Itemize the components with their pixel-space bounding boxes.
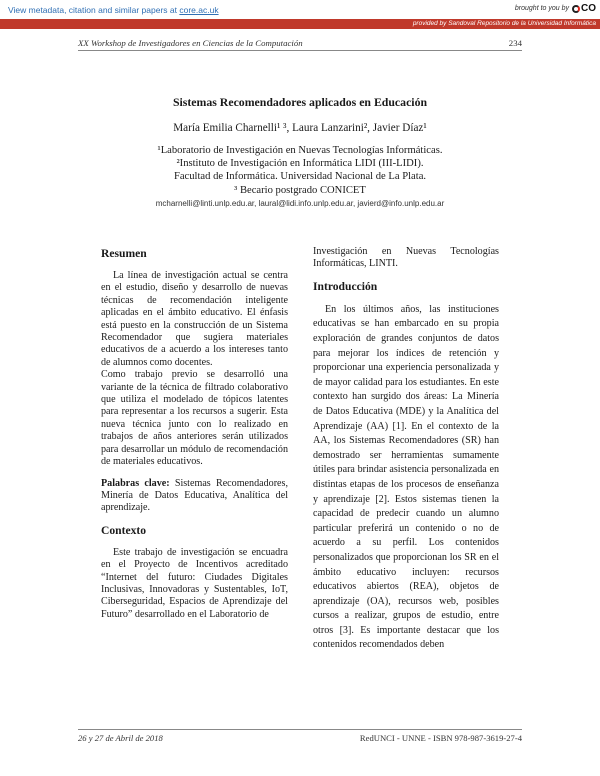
contexto-heading: Contexto [101,523,147,537]
isbn-text: RedUNCI - UNNE - ISBN 978-987-3619-27-4 [359,733,522,743]
core-logo[interactable] [572,3,596,14]
core-link-site[interactable]: core.ac.uk [179,5,219,15]
venue-title: XX Workshop de Investigadores en Ciencias de la Computación [78,38,303,48]
author-emails: mcharnelli@linti.unlp.edu.ar, laural@lidi.info.unlp.edu.ar, javierd@info.unlp.edu.ar [155,198,445,208]
resumen-paragraph: La línea de investigación actual se centra en el estudio, diseño y desarrollo de nuevas técnicas de recomendación inteligente aplicadas en el ámbito educativo. El énfasis está puesto en la construcción de un Sistema Recomendador que sugiera materiales educativos de a acuerdo a los intereses tanto de alumnos como docentes. [101,270,288,368]
affiliation-line: ¹Laboratorio de Investigación en Nuevas Tecnologías Informáticas. [157,145,443,156]
contexto-paragraph: Este trabajo de investigación se encuadra en el Proyecto de Incentivos acreditado “Internet del futuro: Ciudades Digitales Inclusivas, Innovadoras y Sustentables, IoT, Ciberseguridad, Espacios de Aprendizaje del Futuro” desarrollado en el Laboratorio de [101,546,288,620]
core-logo-text: CO [581,3,596,14]
keywords [101,478,288,515]
core-logo-icon [572,5,580,13]
resumen-heading: Resumen [101,247,147,260]
provider-bar [0,19,600,29]
author-list: María Emilia Charnelli¹ ³, Laura Lanzarini², Javier Díaz¹ [173,122,427,134]
workshop-date: 26 y 27 de Abril de 2018 [78,733,163,743]
header-rule [78,50,522,51]
affiliation-line: Facultad de Informática. Universidad Nacional de La Plata. [173,171,427,183]
core-metadata-link[interactable] [8,5,219,15]
affiliations [0,144,600,197]
introduccion-heading: Introducción [313,279,378,293]
footer-rule [78,729,522,730]
core-link-prefix: View metadata, citation and similar papers at [8,5,180,15]
core-banner [0,0,600,30]
introduccion-paragraph: En los últimos años, las instituciones educativas se han embarcado en su propia exploración de grandes conjuntos de datos para mejorar los índices de retención y proporcionar una experiencia personalizada y de mayor calidad para los estudiantes. En este contexto han surgido dos áreas: La Minería de Datos Educativa (MDE) y la Analítica del Aprendizaje (AA) [1]. En el contexto de la AA, los Sistemas Recomendadores (SR) han demostrado ser herramientas sumamente útiles para brindar asistencia personalizada en distintas etapas de los procesos de enseñanza y aprendizaje [2]. Estos sistemas tienen la capacidad de predecir cuando un alumno particular preferirá un contenido o no de acuerdo a su perfil. Los contenidos personalizados que proporcionan los SR en el ámbito educativo incluyen: recursos educativos abiertos (REA), objetos de aprendizaje (OA), recursos web, posibles cursos a realizar, grupos de estudio, entre otros [3]. Es importante destacar que los contenidos recomendados deben [313,303,499,651]
page-number: 234 [508,38,522,48]
keywords-label: Palabras clave: [101,477,170,489]
left-column [101,247,288,621]
provided-by-text[interactable]: provided by Sandoval Repositorio de la Universidad Informática [412,20,596,27]
brought-by-text: brought to you by [514,5,569,12]
resumen-paragraph: Como trabajo previo se desarrolló una variante de la técnica de filtrado colaborativo que utiliza el modelado de tópicos latentes para representar a los recursos a sugerir. Esta nueva técnica junto con lo realizado en trabajos de años anteriores serán utilizados para desarrollar un módulo de recomendación de materiales educativos. [101,369,288,468]
paper-title: Sistemas Recomendadores aplicados en Educación [172,95,428,109]
title-block [0,95,600,209]
running-header [78,38,522,50]
keywords-text: Sistemas Recomendadores, Minería de Datos Educativa, Analítica del aprendizaje. [101,477,288,514]
affiliation-line: ²Instituto de Investigación en Informática LIDI (III-LIDI). [176,158,424,170]
brought-to-you [515,3,596,14]
continued-paragraph: Investigación en Nuevas Tecnologías Informáticas, LINTI. [313,246,499,270]
affiliation-line: ³ Becario postgrado CONICET [234,184,366,196]
right-column [313,246,499,653]
page-footer [78,733,522,745]
